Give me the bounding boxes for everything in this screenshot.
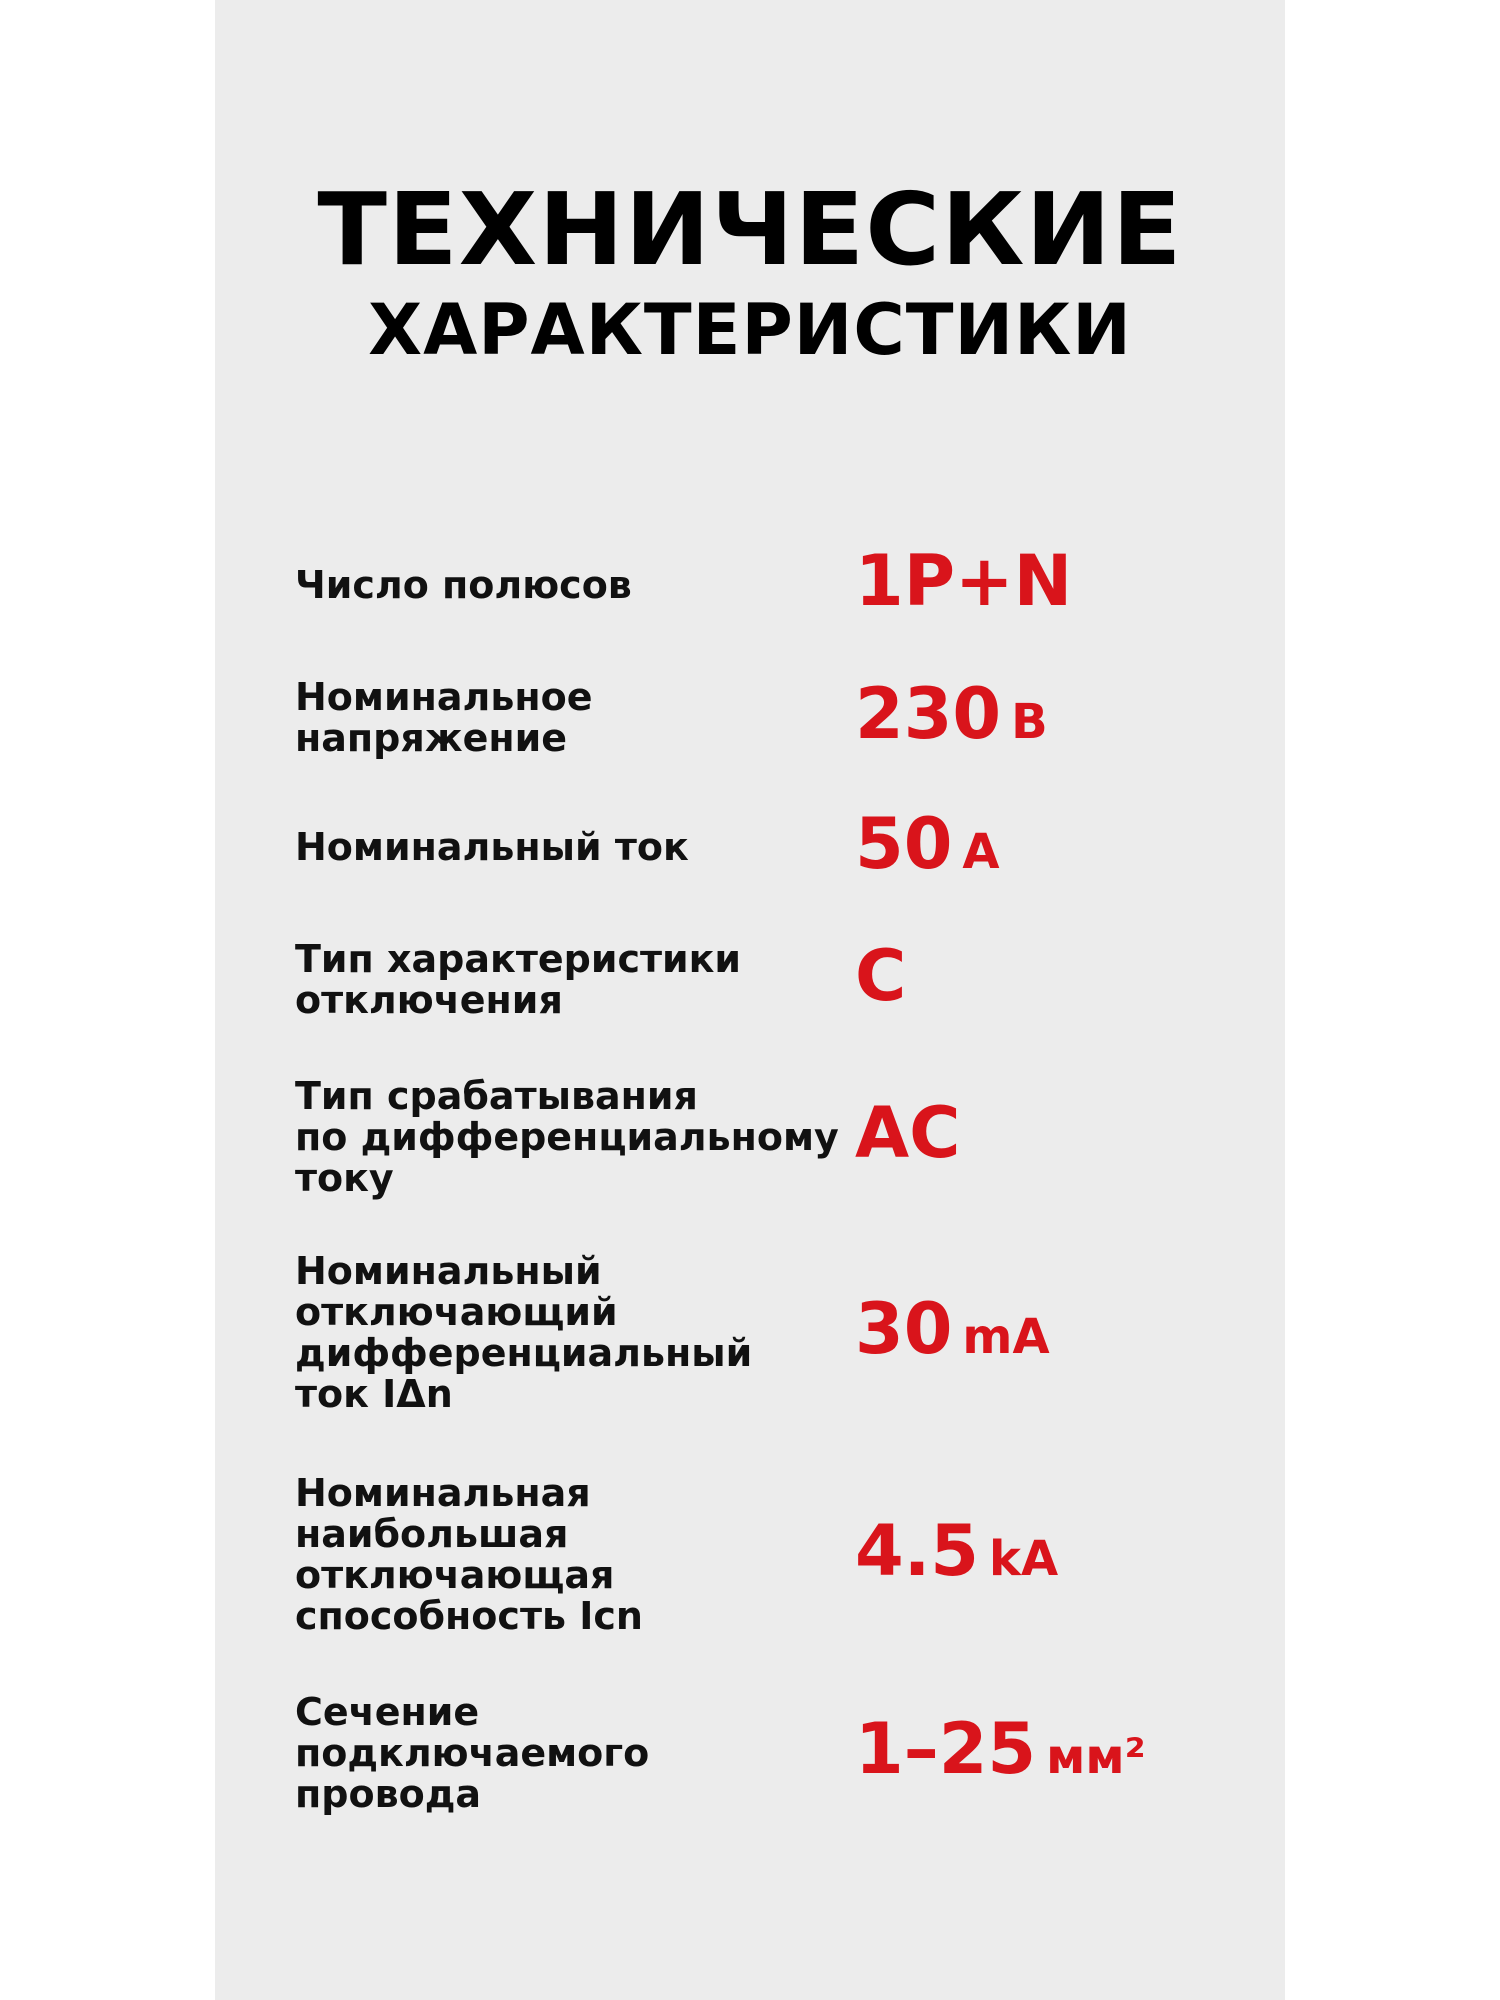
spec-value-number: 1P+N — [855, 540, 1073, 622]
spec-row-breaking-capacity — [295, 1472, 1235, 1638]
spec-value — [855, 1709, 1146, 1797]
spec-value-number: 50 — [855, 802, 953, 885]
page-title — [215, 171, 1285, 375]
spec-label: Номинальный отключающий дифференциальный ток IΔn — [295, 1249, 753, 1416]
spec-row-wire-section — [295, 1690, 1235, 1816]
spec-label: Число полюсов — [295, 562, 632, 607]
spec-value-unit: А — [962, 823, 1000, 880]
spec-value-number: 30 — [855, 1288, 953, 1370]
spec-value — [855, 674, 1048, 762]
spec-row-voltage — [295, 672, 1235, 760]
spec-value-unit: В — [1011, 693, 1048, 750]
spec-row-residual-current — [295, 1250, 1235, 1416]
spec-row-current — [295, 802, 1235, 890]
spec-label: Тип характеристики отключения — [295, 936, 742, 1022]
spec-label: Номинальный ток — [295, 825, 689, 869]
spec-label: Номинальное напряжение — [295, 674, 593, 760]
spec-value-number: 1–25 — [855, 1708, 1037, 1790]
spec-label: Сечение подключаемого провода — [295, 1689, 650, 1816]
title-line-1: ТЕХНИЧЕСКИЕ — [317, 171, 1183, 288]
spec-value-number: 230 — [855, 672, 1002, 755]
spec-value-unit: kA — [989, 1531, 1059, 1587]
spec-value — [855, 1511, 1058, 1599]
spec-value-number: C — [855, 934, 907, 1017]
spec-value-number: AC — [855, 1092, 961, 1174]
spec-value — [855, 804, 1000, 892]
spec-row-poles — [295, 540, 1235, 625]
spec-value — [855, 541, 1082, 629]
spec-row-trip-characteristic — [295, 934, 1235, 1022]
spec-value-number: 4.5 — [855, 1510, 980, 1592]
spec-row-residual-type — [295, 1074, 1235, 1200]
spec-value — [855, 1093, 971, 1181]
spec-panel — [215, 0, 1285, 2000]
spec-label: Тип срабатывания по дифференциальному току — [295, 1073, 839, 1200]
spec-value — [855, 936, 916, 1024]
spec-value — [855, 1289, 1050, 1377]
spec-value-unit: мм² — [1046, 1729, 1146, 1785]
spec-label: Номинальная наибольшая отключающая способность Icn — [295, 1471, 643, 1638]
spec-value-unit: mA — [962, 1309, 1050, 1365]
title-line-2: ХАРАКТЕРИСТИКИ — [368, 289, 1132, 371]
